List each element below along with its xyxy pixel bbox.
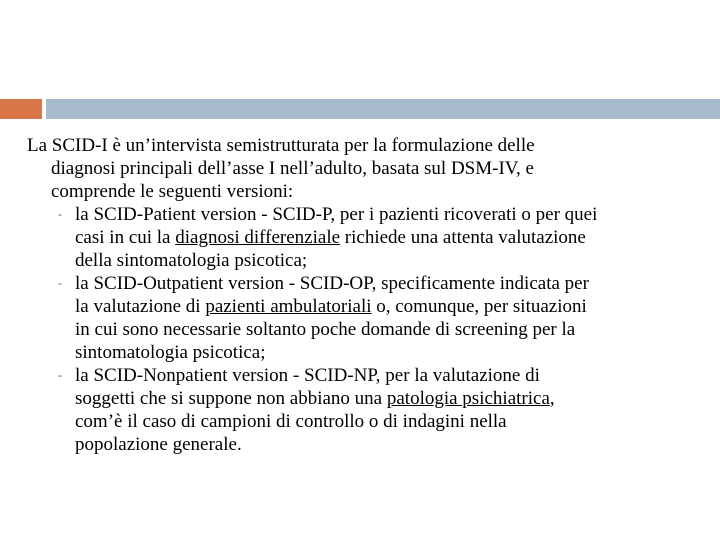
item-line: popolazione generale. <box>75 434 242 455</box>
header-bar <box>46 99 720 119</box>
item-line <box>75 295 687 318</box>
item-line: sintomatologia psicotica; <box>75 342 266 363</box>
item-line <box>75 387 687 410</box>
underlined-term: pazienti ambulatoriali <box>205 296 372 317</box>
accent-bar <box>0 99 42 119</box>
text-span: soggetti che si suppone non abbiano una <box>75 388 387 409</box>
intro-line-3: comprende le seguenti versioni: <box>51 181 294 202</box>
text-span: la valutazione di <box>75 296 206 317</box>
list-item-patient <box>27 203 687 272</box>
dash-bullet: - <box>58 276 62 290</box>
slide-body <box>27 134 687 456</box>
text-span: o, comunque, per situazioni <box>371 296 587 317</box>
text-span: , <box>549 388 555 409</box>
item-line <box>75 226 687 249</box>
list-item-nonpatient <box>27 364 687 456</box>
text-span: richiede una attenta valutazione <box>340 227 586 248</box>
item-line: la SCID-Nonpatient version - SCID-NP, per la valutazione di <box>75 365 540 386</box>
underlined-term: diagnosi differenziale <box>175 227 341 248</box>
list-item-outpatient <box>27 272 687 364</box>
dash-bullet: - <box>58 368 62 382</box>
item-line: la SCID-Outpatient version - SCID-OP, specificamente indicata per <box>75 273 589 294</box>
underlined-term: patologia psichiatrica <box>386 388 550 409</box>
dash-bullet: - <box>58 207 62 221</box>
item-line: della sintomatologia psicotica; <box>75 250 308 271</box>
item-line: com’è il caso di campioni di controllo o di indagini nella <box>75 411 507 432</box>
item-line: la SCID-Patient version - SCID-P, per i pazienti ricoverati o per quei <box>75 204 598 225</box>
intro-line-2: diagnosi principali dell’asse I nell’adulto, basata sul DSM-IV, e <box>51 158 534 179</box>
item-line: in cui sono necessarie soltanto poche domande di screening per la <box>75 319 576 340</box>
intro-line-1: La SCID-I è un’intervista semistrutturata per la formulazione delle <box>27 135 535 156</box>
text-span: casi in cui la <box>75 227 176 248</box>
